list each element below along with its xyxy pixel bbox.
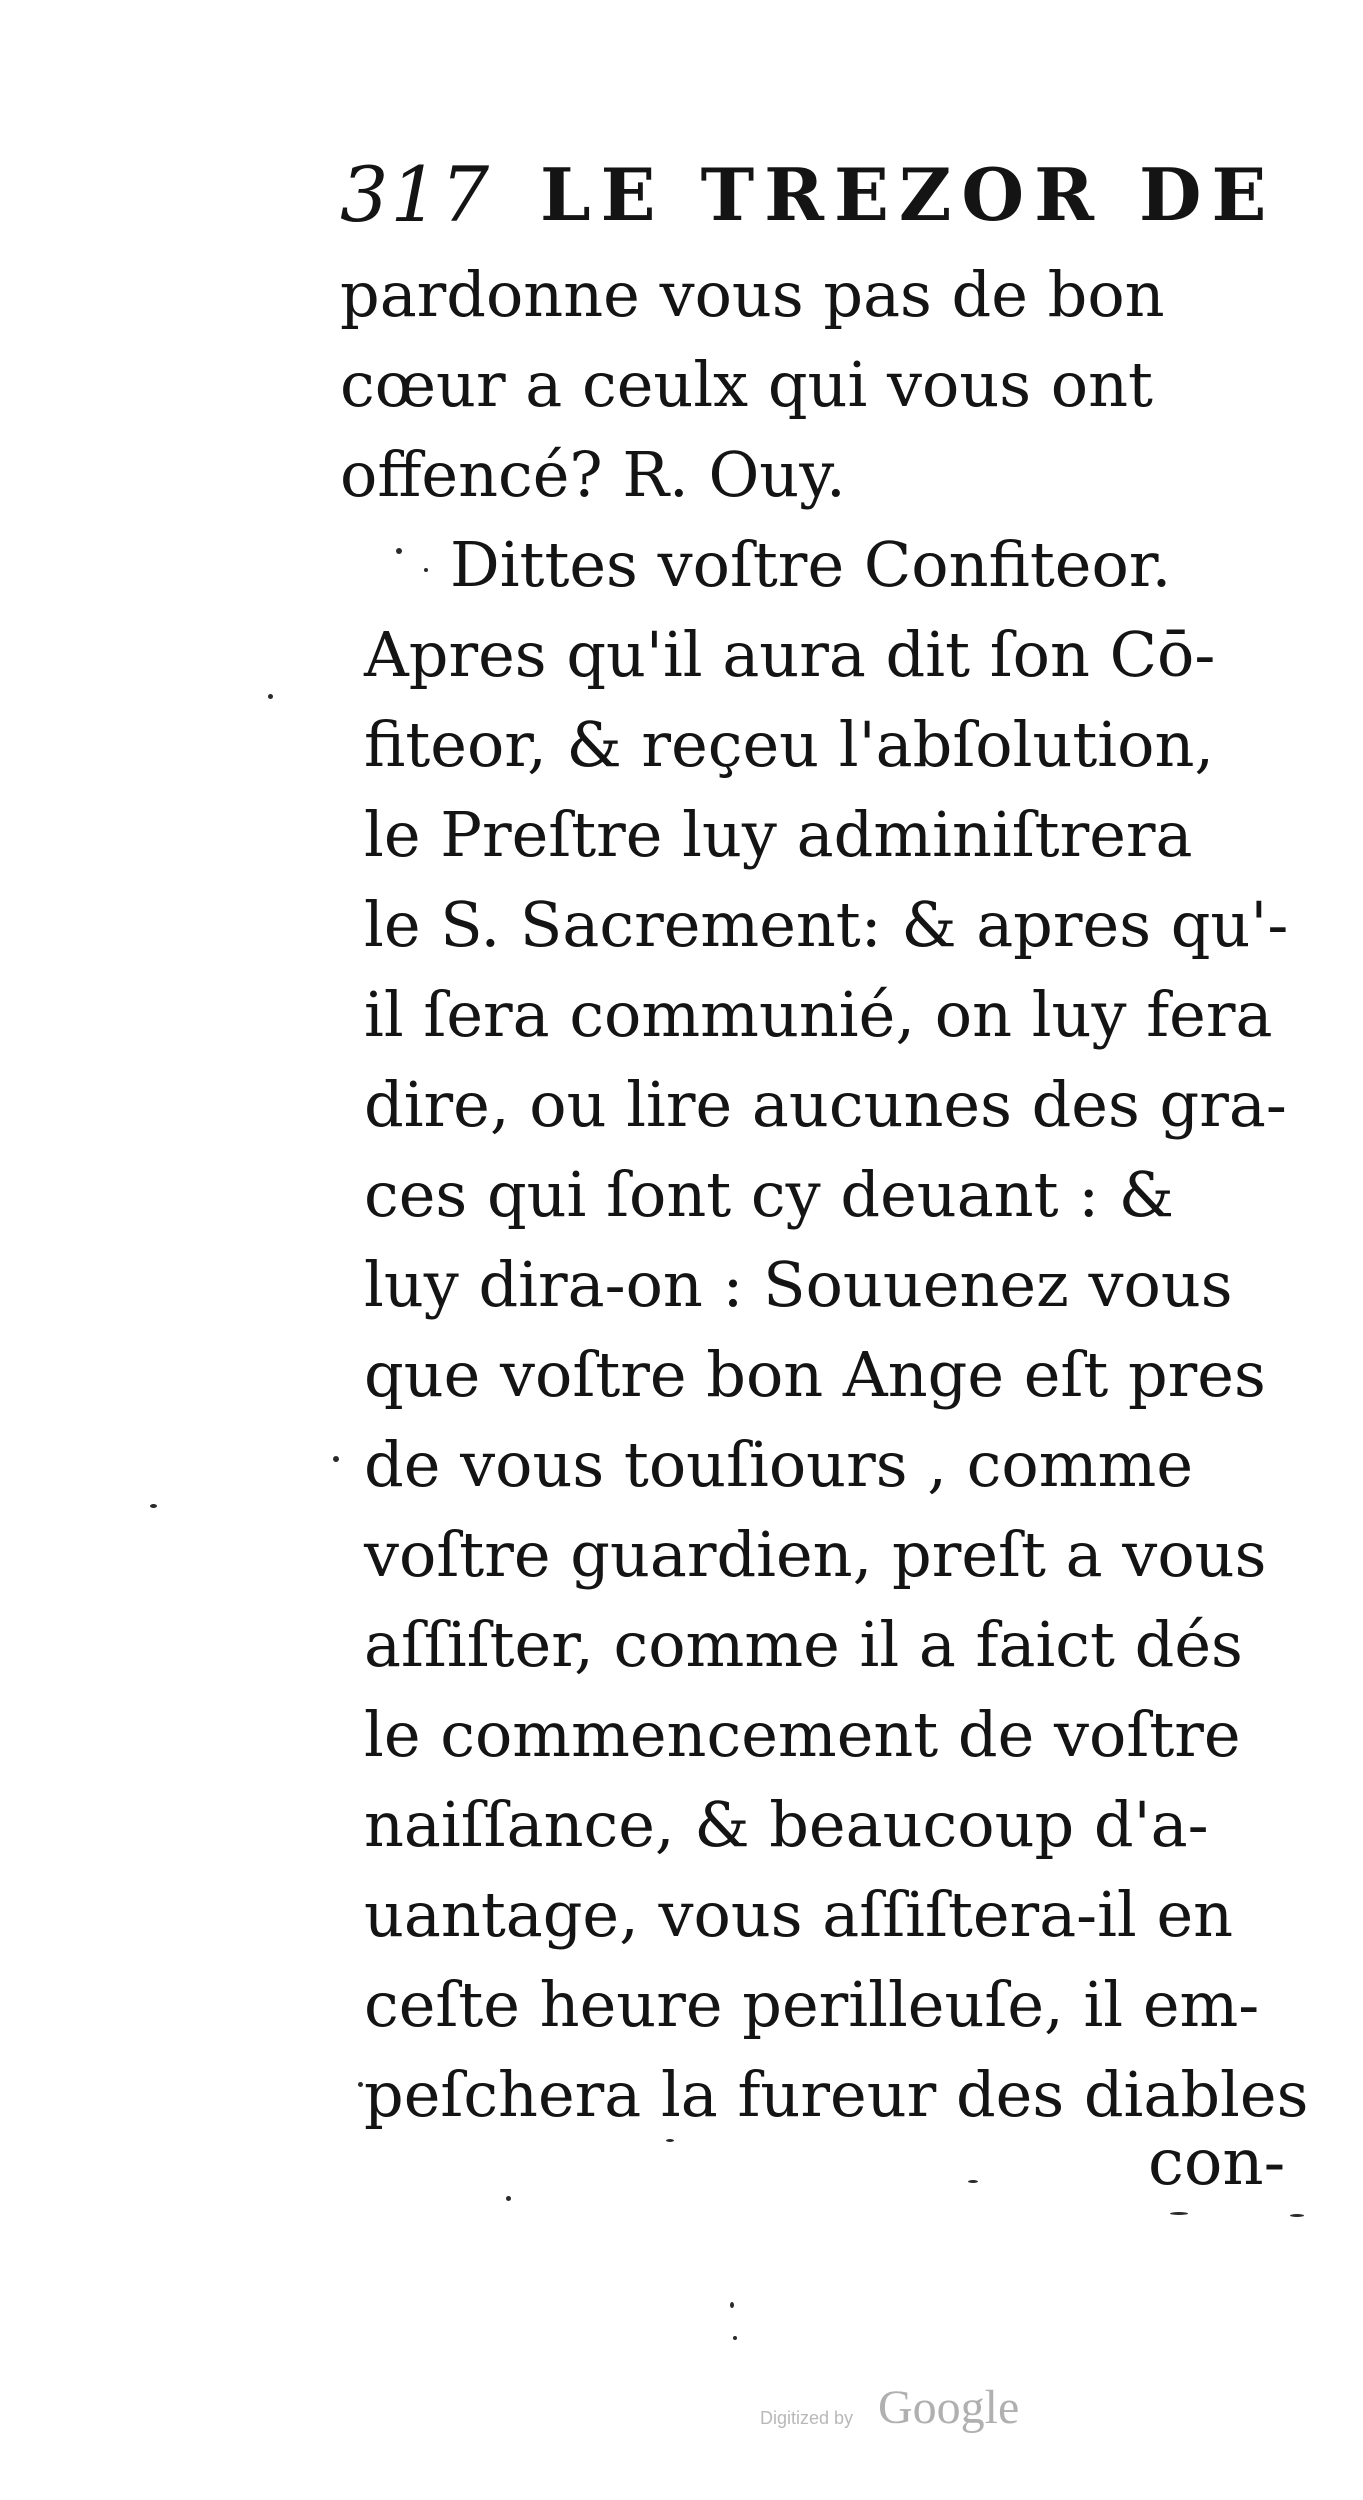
ink-speck [1170,2212,1188,2215]
catchword: con- [1148,2126,1286,2200]
text-line: que voſtre bon Ange eſt pres [364,1338,1266,1411]
text-line: peſchera la fureur des diables [364,2058,1309,2131]
text-line: le Preſtre luy adminiſtrera [364,798,1193,871]
ink-speck [968,2180,978,2183]
text-line: voſtre guardien, preſt a vous [364,1518,1267,1591]
text-line: le commencement de voſtre [364,1698,1241,1771]
ink-speck [730,2302,734,2308]
page-header [340,150,1320,240]
google-wordmark: Google [878,2381,1020,2434]
ink-speck [396,548,402,554]
ink-speck [333,1456,339,1462]
digitized-footer [760,2380,1060,2440]
ink-speck [666,2139,674,2142]
ink-speck [506,2196,511,2201]
ink-speck [733,2336,737,2340]
text-line: cœur a ceulx qui vous ont [340,348,1153,421]
text-line: luy dira-on : Souuenez vous [364,1248,1233,1321]
text-line: pardonne vous pas de bon [340,258,1165,331]
digitized-label: Digitized by [760,2408,854,2428]
running-title: LE TREZOR DE [540,152,1277,237]
text-line: il ſera communié, on luy fera [364,978,1273,1051]
ink-speck [150,1504,157,1508]
ink-speck [268,694,273,699]
text-line: ceſte heure perilleuſe, il em- [364,1968,1260,2041]
text-line: uantage, vous aſſiſtera-il en [364,1878,1234,1951]
text-line: fiteor, & reçeu l'abſolution, [364,708,1215,781]
text-line: naiſſance, & beaucoup d'a- [364,1788,1209,1861]
text-line: de vous touſiours , comme [364,1428,1194,1501]
ink-speck [1290,2214,1304,2217]
ink-speck [424,568,428,572]
text-line: Apres qu'il aura dit ſon Cō- [364,618,1216,691]
text-line: ces qui ſont cy deuant : & [364,1158,1174,1231]
text-line: dire, ou lire aucunes des gra- [364,1068,1287,1141]
text-line: aſſiſter, comme il a faict dés [364,1608,1243,1681]
text-line: le S. Sacrement: & apres qu'- [364,888,1289,961]
text-line: offencé? R. Ouy. [340,438,846,511]
ink-speck [358,2082,363,2087]
text-line: Dittes voſtre Confiteor. [450,528,1172,601]
page-number: 317 [340,150,492,239]
